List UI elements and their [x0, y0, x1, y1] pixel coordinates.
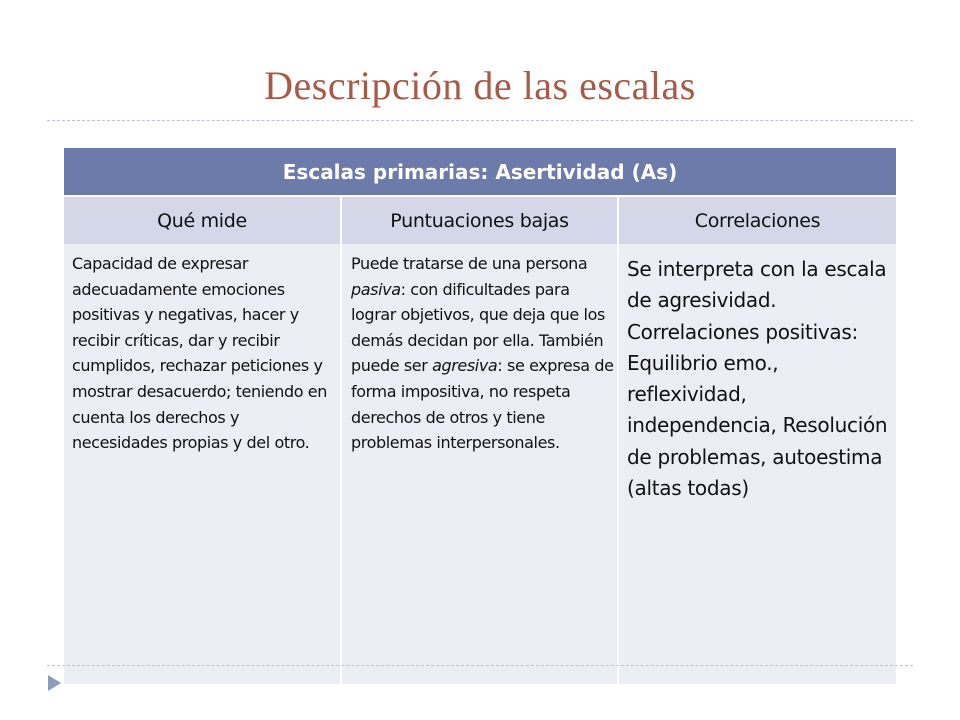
footer-divider [47, 665, 913, 666]
title-divider [47, 120, 913, 121]
scales-table [64, 148, 896, 684]
cell-puntuaciones-bajas [341, 244, 618, 684]
triangle-right-icon [48, 675, 61, 691]
cell-italic-text: agresiva [432, 356, 498, 376]
table-row [64, 244, 896, 684]
header-que-mide: Qué mide [64, 196, 341, 244]
table-caption-row [64, 148, 896, 196]
page-title: Descripción de las escalas [264, 63, 696, 108]
header-correlaciones: Correlaciones [618, 196, 896, 244]
cell-text: : se expresa de forma impositiva, no respeta derechos de otros y tiene problemas interpersonales. [351, 356, 614, 453]
cell-correlaciones: Se interpreta con la escala de agresividad. Correlaciones positivas: Equilibrio emo., reflexividad, independencia, Resolución de problemas, autoestima (altas todas) [618, 244, 896, 684]
table-caption: Escalas primarias: Asertividad (As) [64, 148, 896, 196]
header-puntuaciones-bajas: Puntuaciones bajas [341, 196, 618, 244]
cell-text: : con dificultades para lograr objetivos, que deja que los demás decidan por ella. También puede ser [351, 279, 605, 376]
table-header-row [64, 196, 896, 244]
cell-italic-text: pasiva [351, 279, 401, 299]
cell-text: Puede tratarse de una persona [351, 254, 588, 273]
cell-que-mide: Capacidad de expresar adecuadamente emociones positivas y negativas, hacer y recibir críticas, dar y recibir cumplidos, rechazar peticiones y mostrar desacuerdo; teniendo en cuenta los derechos y necesidades propias y del otro. [64, 244, 341, 684]
